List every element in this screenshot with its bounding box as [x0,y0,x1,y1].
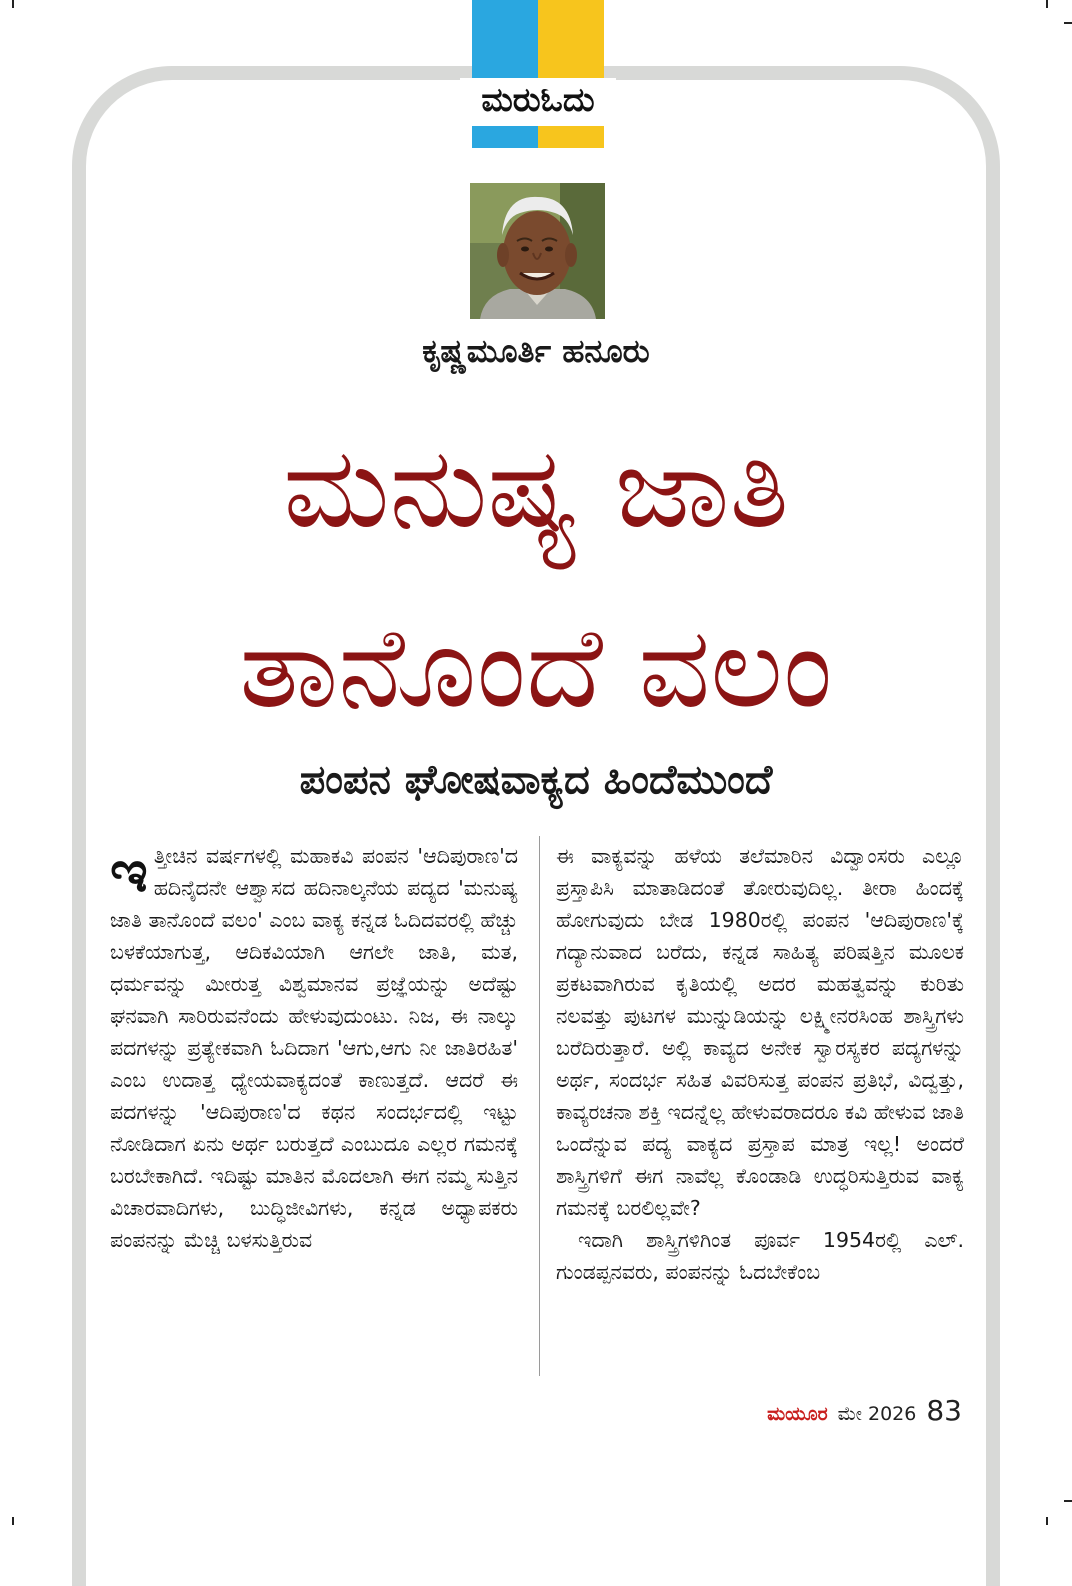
paragraph-1 [110,837,518,1256]
issue-date: ಮೇ 2026 [837,1403,917,1425]
page-number: 83 [926,1394,962,1427]
crop-mark-top-left [12,0,14,8]
subheadline: ಪಂಪನ ಘೋಷವಾಕ್ಯದ ಹಿಂದೆಮುಂದೆ [299,757,773,803]
crop-mark-bottom-left [12,1517,14,1525]
article-column-right [556,840,964,1288]
section-tag-yellow-bottom [538,126,604,148]
paragraph-2: ಇದಾಗಿ ಶಾಸ್ತ್ರಿಗಳಿಗಿಂತ ಪೂರ್ವ 1954ರಲ್ಲಿ ಎಲ್. ಗುಂಡಪ್ಪನವರು, ಪಂಪನನ್ನು ಓದಬೇಕೆಂಬ [556,1228,964,1284]
author-photo [470,183,605,319]
magazine-name: ಮಯೂರ [767,1403,828,1425]
headline-line-2: ತಾನೊಂದೆ ವಲಂ [239,603,833,733]
drop-cap: ಇ [110,837,148,905]
section-tag-label: ಮರುಓದು [481,80,595,119]
paragraph-1-continued: ಈ ವಾಕ್ಯವನ್ನು ಹಳೆಯ ತಲೆಮಾರಿನ ವಿದ್ವಾಂಸರು ಎಲ್ಲೂ ಪ್ರಸ್ತಾಪಿಸಿ ಮಾತಾಡಿದಂತೆ ತೋರುವುದಿಲ್ಲ. ತೀರಾ ಹಿಂದಕ್ಕೆ ಹೋಗುವುದು ಬೇಡ 1980ರಲ್ಲಿ ಪಂಪನ 'ಆದಿಪುರಾಣ'ಕ್ಕೆ ಗದ್ಯಾನುವಾದ ಬರೆದು, ಕನ್ನಡ ಸಾಹಿತ್ಯ ಪರಿಷತ್ತಿನ ಮೂಲಕ ಪ್ರಕಟವಾಗಿರುವ ಕೃತಿಯಲ್ಲಿ ಅದರ ಮಹತ್ವವನ್ನು ಕುರಿತು ನಲವತ್ತು ಪುಟಗಳ ಮುನ್ನುಡಿಯನ್ನು ಲಕ್ಷ್ಮೀನರಸಿಂಹ ಶಾಸ್ತ್ರಿಗಳು ಬರೆದಿರುತ್ತಾರೆ. ಅಲ್ಲಿ ಕಾವ್ಯದ ಅನೇಕ ಸ್ವಾರಸ್ಯಕರ ಪದ್ಯಗಳನ್ನು ಅರ್ಥ, ಸಂದರ್ಭ ಸಹಿತ ವಿವರಿಸುತ್ತ ಪಂಪನ ಪ್ರತಿಭೆ, ವಿದ್ವತ್ತು, ಕಾವ್ಯರಚನಾ ಶಕ್ತಿ ಇದನ್ನೆಲ್ಲ ಹೇಳುವರಾದರೂ ಕವಿ ಹೇಳುವ ಜಾತಿ ಒಂದೆನ್ನುವ ಪದ್ಯ ವಾಕ್ಯದ ಪ್ರಸ್ತಾಪ ಮಾತ್ರ ಇಲ್ಲ! ಅಂದರೆ ಶಾಸ್ತ್ರಿಗಳಿಗೆ ಈಗ ನಾವೆಲ್ಲ ಕೊಂಡಾಡಿ ಉದ್ಧರಿಸುತ್ತಿರುವ ವಾಕ್ಯ ಗಮನಕ್ಕೆ ಬರಲಿಲ್ಲವೇ? [556,844,964,1220]
author-name: ಕೃಷ್ಣಮೂರ್ತಿ ಹನೂರು [422,332,650,370]
article-column-left [110,837,518,1256]
crop-mark-bottom-right [1046,1517,1048,1525]
page-footer [767,1394,962,1427]
crop-mark-right-lower [1064,1500,1072,1502]
section-tag-blue-top [472,0,538,78]
paragraph-1-text: ತ್ತೀಚಿನ ವರ್ಷಗಳಲ್ಲಿ ಮಹಾಕವಿ ಪಂಪನ 'ಆದಿಪುರಾಣ'ದ ಹದಿನೈದನೇ ಆಶ್ವಾಸದ ಹದಿನಾಲ್ಕನೆಯ ಪದ್ಯದ 'ಮನುಷ್ಯ ಜಾತಿ ತಾನೊಂದೆ ವಲಂ' ಎಂಬ ವಾಕ್ಯ ಕನ್ನಡ ಓದಿದವರಲ್ಲಿ ಹೆಚ್ಚು ಬಳಕೆಯಾಗುತ್ತ, ಆದಿಕವಿಯಾಗಿ ಆಗಲೇ ಜಾತಿ, ಮತ, ಧರ್ಮವನ್ನು ಮೀರುತ್ತ ವಿಶ್ವಮಾನವ ಪ್ರಜ್ಞೆಯನ್ನು ಅದೆಷ್ಟು ಘನವಾಗಿ ಸಾರಿರುವನೆಂದು ಹೇಳುವುದುಂಟು. ನಿಜ, ಈ ನಾಲ್ಕು ಪದಗಳನ್ನು ಪ್ರತ್ಯೇಕವಾಗಿ ಓದಿದಾಗ 'ಆಗು,ಆಗು ನೀ ಜಾತಿರಹಿತ' ಎಂಬ ಉದಾತ್ತ ಧ್ಯೇಯವಾಕ್ಯದಂತೆ ಕಾಣುತ್ತದೆ. ಆದರೆ ಈ ಪದಗಳನ್ನು 'ಆದಿಪುರಾಣ'ದ ಕಥನ ಸಂದರ್ಭದಲ್ಲಿ ಇಟ್ಟು ನೋಡಿದಾಗ ಏನು ಅರ್ಥ ಬರುತ್ತದೆ ಎಂಬುದೂ ಎಲ್ಲರ ಗಮನಕ್ಕೆ ಬರಬೇಕಾಗಿದೆ. ಇದಿಷ್ಟು ಮಾತಿನ ಮೊದಲಾಗಿ ಈಗ ನಮ್ಮ ಸುತ್ತಿನ ವಿಚಾರವಾದಿಗಳು, ಬುದ್ಧಿಜೀವಿಗಳು, ಕನ್ನಡ ಅಧ್ಯಾಪಕರು ಪಂಪನನ್ನು ಮೆಚ್ಚಿ ಬಳಸುತ್ತಿರುವ [110,844,518,1252]
headline-line-1: ಮನುಷ್ಯ ಜಾತಿ [283,423,789,553]
section-tag-yellow-top [538,0,604,78]
crop-mark-right-upper [1064,22,1072,24]
column-divider [539,836,540,1376]
section-tag-blue-bottom [472,126,538,148]
crop-mark-top-right [1046,0,1048,8]
